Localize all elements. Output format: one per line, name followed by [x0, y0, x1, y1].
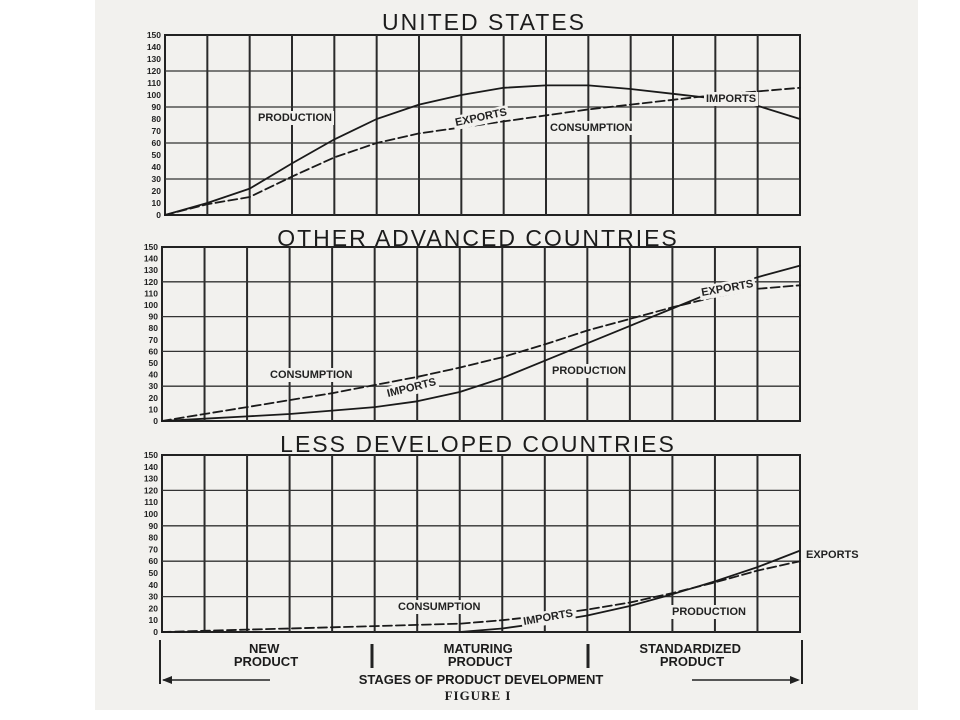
y-tick-label: 140	[143, 253, 158, 264]
plot-frame	[162, 247, 800, 421]
y-tick-label: 120	[143, 485, 158, 496]
y-tick-label: 40	[151, 162, 161, 172]
y-tick-label: 30	[148, 591, 158, 602]
y-tick-label: 80	[148, 323, 158, 334]
stage-standardized-product: STANDARDIZED PRODUCT	[639, 641, 741, 669]
y-tick-label: 110	[147, 78, 161, 88]
y-tick-label: 130	[143, 265, 158, 276]
stage-maturing-product: MATURING PRODUCT	[443, 641, 513, 669]
panel-other-advanced-countries	[144, 242, 800, 426]
y-tick-label: 70	[148, 334, 158, 345]
y-tick-label: 0	[153, 627, 158, 637]
y-tick-label: 110	[144, 497, 158, 508]
annotation-imports: IMPORTS	[522, 607, 574, 628]
y-tick-label: 50	[148, 568, 158, 578]
panel-title-other-advanced: OTHER ADVANCED COUNTRIES	[277, 225, 679, 251]
y-tick-label: 60	[148, 346, 158, 357]
annotation-production: PRODUCTION	[672, 606, 746, 618]
x-axis-label: STAGES OF PRODUCT DEVELOPMENT	[358, 672, 604, 687]
y-tick-label: 20	[148, 392, 158, 403]
panel-title-less-developed: LESS DEVELOPED COUNTRIES	[280, 431, 676, 457]
y-tick-label: 0	[156, 210, 161, 220]
y-tick-label: 140	[146, 42, 161, 52]
stage-bar	[160, 640, 802, 687]
annotation-exports: EXPORTS	[806, 549, 859, 561]
y-tick-label: 0	[153, 416, 158, 426]
y-tick-label: 60	[151, 138, 161, 148]
y-tick-label: 140	[143, 461, 158, 472]
y-tick-label: 10	[151, 198, 161, 208]
stage-new-product: NEW PRODUCT	[233, 641, 299, 669]
panel-less-developed-countries	[144, 450, 861, 637]
annotation-consumption: CONSUMPTION	[550, 122, 633, 134]
y-tick-label: 150	[143, 242, 158, 252]
panel-title-united-states: UNITED STATES	[381, 9, 587, 35]
y-tick-label: 30	[148, 381, 158, 392]
y-tick-label: 40	[148, 369, 158, 380]
y-tick-label: 50	[148, 358, 158, 368]
annotation-imports: IMPORTS	[706, 93, 757, 105]
y-tick-label: 130	[146, 54, 161, 64]
panel-united-states	[147, 30, 800, 220]
y-tick-label: 150	[146, 30, 161, 40]
annotation-consumption: CONSUMPTION	[398, 601, 481, 613]
y-tick-label: 120	[146, 66, 161, 76]
y-tick-label: 150	[143, 450, 158, 460]
y-tick-label: 80	[151, 114, 161, 124]
y-tick-label: 80	[148, 532, 158, 543]
y-tick-label: 40	[148, 579, 158, 590]
y-tick-label: 70	[151, 126, 161, 136]
y-tick-label: 100	[143, 300, 158, 310]
y-tick-label: 50	[151, 150, 161, 160]
y-tick-label: 10	[148, 615, 158, 626]
annotation-imports: IMPORTS	[385, 376, 438, 400]
y-tick-label: 30	[151, 174, 161, 184]
y-tick-label: 100	[146, 90, 161, 100]
axis-arrow-right-head	[790, 676, 800, 684]
y-tick-label: 90	[148, 311, 158, 322]
y-tick-label: 10	[148, 404, 158, 415]
y-tick-label: 70	[148, 544, 158, 555]
axis-arrow-left-head	[162, 676, 172, 684]
annotation-production: PRODUCTION	[258, 112, 332, 124]
annotation-consumption: CONSUMPTION	[270, 369, 353, 381]
y-tick-label: 100	[143, 509, 158, 519]
y-tick-label: 90	[151, 102, 161, 112]
y-tick-label: 20	[148, 603, 158, 614]
annotation-production: PRODUCTION	[552, 365, 626, 377]
y-tick-label: 120	[143, 276, 158, 287]
y-tick-label: 110	[144, 288, 158, 299]
figure-caption: FIGURE I	[444, 688, 512, 703]
series-line-consumption	[162, 285, 800, 421]
y-tick-label: 90	[148, 520, 158, 531]
y-tick-label: 130	[143, 473, 158, 484]
annotation-exports: EXPORTS	[454, 106, 509, 129]
y-tick-label: 60	[148, 556, 158, 567]
annotation-exports: EXPORTS	[700, 278, 755, 299]
y-tick-label: 20	[151, 186, 161, 196]
